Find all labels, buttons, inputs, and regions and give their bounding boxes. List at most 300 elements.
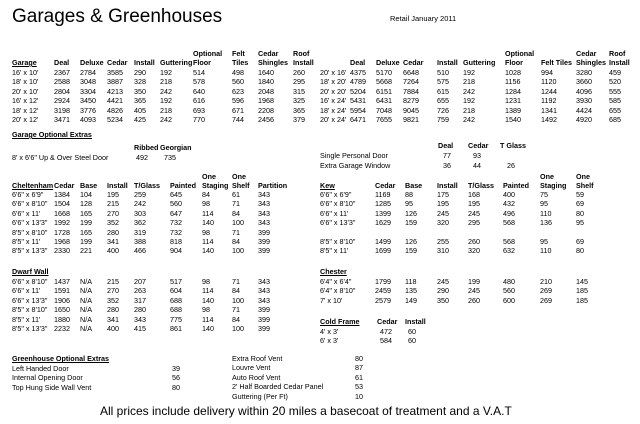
chester-row-cell: 560 <box>503 286 515 296</box>
dwarf-wall-row-cell: 215 <box>107 277 119 286</box>
garage-row-cell: 260 <box>293 68 305 77</box>
greenhouse-extras-value: 10 <box>355 391 363 401</box>
kew-row-cell: 95 <box>576 218 584 228</box>
garage-row-cell: 290 <box>134 68 146 77</box>
chester-row-cell: 6'4" x 8'10" <box>320 286 356 296</box>
garage-extras-header: T Glass <box>500 141 526 150</box>
dwarf-wall-row-cell: 341 <box>107 314 119 324</box>
cheltenham-row-cell: 1968 <box>54 237 70 246</box>
cheltenham-row-cell: 400 <box>107 246 119 256</box>
garage-row-right-cell: 218 <box>463 77 475 87</box>
garage-header: Shingles <box>258 58 288 67</box>
garage-row-right-cell: 555 <box>609 86 621 96</box>
garage-row-right-cell: 6648 <box>403 68 419 77</box>
garage-row-right-cell: 1028 <box>505 68 521 77</box>
garage-row-right-cell: 5204 <box>350 86 366 96</box>
garage-row-right-cell: 759 <box>437 115 449 124</box>
greenhouse-extras-item: Left Handed Door <box>12 364 69 373</box>
garage-header-right: Install <box>437 58 458 67</box>
garage-row-cell: 3471 <box>54 115 70 124</box>
cheltenham-row-cell: 8'5" x 13'3" <box>12 246 48 256</box>
cheltenham-row-cell: 732 <box>170 227 182 237</box>
cold-frame-row: 4' x 3' <box>320 327 339 336</box>
garage-header-right: Felt Tiles <box>541 58 573 67</box>
garage-extras-value: 44 <box>473 160 481 170</box>
dwarf-wall-row-cell: 400 <box>107 324 119 333</box>
chester-row-cell: 145 <box>576 277 588 286</box>
garage-row-right-cell: 1231 <box>505 96 521 106</box>
garage-header: Floor <box>193 58 211 67</box>
chester-row-cell: 185 <box>576 286 588 296</box>
dwarf-wall-row-cell: 6'6" x 8'10" <box>12 277 48 286</box>
garage-extras-item: Extra Garage Window <box>320 160 391 170</box>
cheltenham-row-cell: 114 <box>202 208 214 218</box>
garage-row-cell: 365 <box>293 105 305 115</box>
dwarf-wall-row-cell: 140 <box>202 295 214 305</box>
chester-row-cell: 245 <box>437 277 449 286</box>
garage-row-cell: 770 <box>193 115 205 124</box>
cheltenham-row-cell: 128 <box>80 199 92 209</box>
garage-row-right-cell: 20' x 24' <box>320 115 347 124</box>
garage-row-cell: 192 <box>160 68 172 77</box>
kew-header: One <box>576 172 590 181</box>
garage-row-right-cell: 655 <box>609 105 621 115</box>
garage-row-right-cell: 9045 <box>403 105 419 115</box>
garage-row-cell: 2804 <box>54 86 70 96</box>
kew-row-cell: 6'6" x 8'10" <box>320 199 356 209</box>
cheltenham-row-cell: 1384 <box>54 190 70 199</box>
garage-row-cell: 328 <box>134 77 146 87</box>
garage-row-right-cell: 6431 <box>376 96 392 106</box>
cheltenham-header: Base <box>80 181 98 190</box>
dwarf-wall-row-cell: 688 <box>170 295 182 305</box>
greenhouse-extras-item: 2' Half Boarded Cedar Panel <box>232 382 324 392</box>
dwarf-wall-row-cell: N/A <box>80 286 92 296</box>
dwarf-wall-row-cell: 207 <box>134 277 146 286</box>
garage-row-cell: 640 <box>193 86 205 96</box>
cheltenham-row-cell: 71 <box>232 227 240 237</box>
kew-row-cell: 8'5" x 8'10" <box>320 237 356 246</box>
kew-row-cell: 1629 <box>375 218 391 228</box>
garage-row-right-cell: 585 <box>609 96 621 106</box>
cheltenham-header: Staging <box>202 181 229 190</box>
cheltenham-header: One <box>232 172 246 181</box>
garage-extras-value: 26 <box>507 160 515 170</box>
garage-extras-header: Deal <box>438 141 454 150</box>
garage-row-right-cell: 5431 <box>350 96 366 106</box>
garage-row-right-cell: 8279 <box>403 96 419 106</box>
garage-row-cell: 379 <box>293 115 305 124</box>
garage-extras-value: 492 <box>136 153 148 162</box>
garage-row-cell: 560 <box>232 77 244 87</box>
chester-row-cell: 210 <box>540 277 552 286</box>
garage-header: Deal <box>54 58 70 67</box>
garage-row-cell: 578 <box>193 77 205 87</box>
cheltenham-row-cell: 259 <box>134 190 146 199</box>
garage-row-right-cell: 7884 <box>403 86 419 96</box>
garage-row-cell: 623 <box>232 86 244 96</box>
kew-row-cell: 496 <box>503 208 515 218</box>
cheltenham-row-cell: 165 <box>80 208 92 218</box>
cheltenham-row-cell: 1992 <box>54 218 70 228</box>
garage-row-right-cell: 520 <box>609 77 621 87</box>
garage-row-right-cell: 1389 <box>505 105 521 115</box>
cheltenham-row-cell: 732 <box>170 218 182 228</box>
dwarf-wall-row-cell: 1880 <box>54 314 70 324</box>
garage-row-right-cell: 20' x 16' <box>320 68 347 77</box>
garage-header: Install <box>293 58 314 67</box>
greenhouse-extras-value: 53 <box>355 382 363 392</box>
dwarf-wall-row-cell: 517 <box>170 277 182 286</box>
cheltenham-row-cell: 6'6" x 11' <box>12 208 41 218</box>
garage-row-right-cell: 192 <box>463 68 475 77</box>
kew-row-cell: 632 <box>503 246 515 256</box>
dwarf-wall-row-cell: 2232 <box>54 324 70 333</box>
garage-row-cell: 1840 <box>258 77 274 87</box>
garage-row-right-cell: 218 <box>463 105 475 115</box>
garage-row-cell: 365 <box>134 96 146 106</box>
dwarf-wall-row-cell: N/A <box>80 324 92 333</box>
garage-row-cell: 242 <box>160 115 172 124</box>
garage-header-right: Guttering <box>463 58 496 67</box>
garage-header: Tiles <box>232 58 249 67</box>
kew-row-cell: 1499 <box>375 237 391 246</box>
garage-row-right-cell: 1120 <box>541 77 557 87</box>
cheltenham-header: Install <box>107 181 128 190</box>
garage-header: Install <box>134 58 155 67</box>
chester-row-cell: 269 <box>540 295 552 305</box>
kew-header: One <box>540 172 554 181</box>
dwarf-wall-row-cell: 1906 <box>54 295 70 305</box>
chester-row-cell: 7' x 10' <box>320 295 343 305</box>
kew-row-cell: 88 <box>405 190 413 199</box>
dwarf-wall-row-cell: N/A <box>80 314 92 324</box>
cheltenham-row-cell: 98 <box>202 199 210 209</box>
dwarf-wall-row-cell: 270 <box>107 286 119 296</box>
cheltenham-row-cell: 140 <box>202 218 214 228</box>
garage-row-cell: 4213 <box>107 86 123 96</box>
garage-row-cell: 192 <box>160 96 172 106</box>
dwarf-wall-row-cell: 343 <box>258 277 270 286</box>
cheltenham-header: Shelf <box>232 181 250 190</box>
kew-header: Staging <box>540 181 567 190</box>
garage-header: Garage <box>12 58 37 67</box>
garage-row-right-cell: 5170 <box>376 68 392 77</box>
dwarf-wall-row-cell: 84 <box>232 286 240 296</box>
garage-header-right: Cedar <box>403 58 424 67</box>
cheltenham-row-cell: 215 <box>107 199 119 209</box>
chester-row-cell: 2579 <box>375 295 391 305</box>
kew-header: Shelf <box>576 181 594 190</box>
cold-frame-row: 6' x 3' <box>320 336 339 346</box>
kew-header: Install <box>437 181 458 190</box>
cheltenham-row-cell: 242 <box>134 199 146 209</box>
cheltenham-row-cell: 1504 <box>54 199 70 209</box>
garage-row-right-cell: 459 <box>609 68 621 77</box>
cheltenham-row-cell: 84 <box>232 208 240 218</box>
dwarf-wall-header: Dwarf Wall <box>12 267 49 276</box>
dwarf-wall-row-cell: 1650 <box>54 305 70 315</box>
garage-row-right-cell: 1492 <box>541 115 557 124</box>
garage-row-cell: 2588 <box>54 77 70 87</box>
kew-row-cell: 69 <box>576 237 584 246</box>
dwarf-wall-row-cell: 604 <box>170 286 182 296</box>
cheltenham-row-cell: 71 <box>232 199 240 209</box>
garage-row-right-cell: 4375 <box>350 68 366 77</box>
garage-header-right: Deluxe <box>376 58 400 67</box>
kew-row-cell: 69 <box>576 199 584 209</box>
kew-row-cell: 195 <box>437 199 449 209</box>
garage-row-cell: 2208 <box>258 105 274 115</box>
footer-note: All prices include delivery within 20 miles a basecoat of treatment and a V.A.T <box>100 404 512 418</box>
cheltenham-row-cell: 270 <box>107 208 119 218</box>
garage-row-cell: 4093 <box>80 115 96 124</box>
kew-row-cell: 255 <box>437 237 449 246</box>
garage-row-cell: 18' x 10' <box>12 77 39 87</box>
dwarf-wall-row-cell: 71 <box>232 305 240 315</box>
garage-row-cell: 4421 <box>107 96 123 106</box>
garage-row-cell: 671 <box>232 105 244 115</box>
garage-row-right-cell: 5954 <box>350 105 366 115</box>
kew-row-cell: 8'5" x 11' <box>320 246 349 256</box>
garage-row-cell: 2924 <box>54 96 70 106</box>
cheltenham-row-cell: 8'5" x 8'10" <box>12 227 48 237</box>
kew-row-cell: 1699 <box>375 246 391 256</box>
dwarf-wall-row-cell: 6'6" x 11' <box>12 286 41 296</box>
garage-row-cell: 3887 <box>107 77 123 87</box>
kew-row-cell: 310 <box>437 246 449 256</box>
greenhouse-extras-value: 87 <box>355 363 363 373</box>
cheltenham-row-cell: 165 <box>80 227 92 237</box>
greenhouse-extras-item: Extra Roof Vent <box>232 354 283 363</box>
garage-row-cell: 514 <box>193 68 205 77</box>
cold-frame-row: 472 <box>380 327 392 336</box>
garage-extras-item: Single Personal Door <box>320 151 388 160</box>
garage-row-right-cell: 1156 <box>505 77 521 87</box>
greenhouse-extras-item: Auto Roof Vent <box>232 372 281 382</box>
garage-row-right-cell: 3930 <box>576 96 592 106</box>
chester-row-cell: 260 <box>468 295 480 305</box>
cheltenham-header: Partition <box>258 181 288 190</box>
garage-row-right-cell: 994 <box>541 68 553 77</box>
dwarf-wall-row-cell: 1591 <box>54 286 70 296</box>
garage-row-cell: 350 <box>134 86 146 96</box>
dwarf-wall-row-cell: 352 <box>107 295 119 305</box>
cheltenham-row-cell: 221 <box>80 246 92 256</box>
kew-header: Painted <box>503 181 529 190</box>
garage-row-right-cell: 575 <box>437 77 449 87</box>
garage-row-cell: 218 <box>160 105 172 115</box>
garage-row-cell: 315 <box>293 86 305 96</box>
cold-frame-row: 584 <box>380 336 392 346</box>
garage-row-cell: 3585 <box>107 68 123 77</box>
dwarf-wall-row-cell: 343 <box>134 314 146 324</box>
cheltenham-row-cell: 280 <box>107 227 119 237</box>
cheltenham-header: T/Glass <box>134 181 160 190</box>
garage-row-cell: 16' x 12' <box>12 96 39 106</box>
kew-header: Kew <box>320 181 335 190</box>
garage-row-right-cell: 1244 <box>541 86 557 96</box>
chester-header: Chester <box>320 267 347 276</box>
cheltenham-header: Cedar <box>54 181 75 190</box>
chester-row-cell: 2459 <box>375 286 391 296</box>
greenhouse-extras-title: Greenhouse Optional Extras <box>12 354 110 363</box>
dwarf-wall-row-cell: 98 <box>202 305 210 315</box>
chester-row-cell: 1799 <box>375 277 391 286</box>
kew-row-cell: 159 <box>405 218 417 228</box>
garage-row-cell: 693 <box>193 105 205 115</box>
garage-row-right-cell: 7048 <box>376 105 392 115</box>
garage-row-right-cell: 1284 <box>505 86 521 96</box>
kew-row-cell: 245 <box>468 208 480 218</box>
garage-row-cell: 616 <box>193 96 205 106</box>
dwarf-wall-row-cell: 343 <box>258 295 270 305</box>
garage-row-cell: 4826 <box>107 105 123 115</box>
kew-row-cell: 568 <box>503 218 515 228</box>
garage-row-cell: 5234 <box>107 115 123 124</box>
garage-row-right-cell: 20' x 20' <box>320 86 347 96</box>
greenhouse-extras-value: 80 <box>355 354 363 363</box>
cheltenham-row-cell: 195 <box>107 190 119 199</box>
garage-header-right: Optional <box>505 49 535 58</box>
garage-row-right-cell: 5668 <box>376 77 392 87</box>
chester-row-cell: 185 <box>576 295 588 305</box>
garage-row-cell: 405 <box>134 105 146 115</box>
cheltenham-header: Painted <box>170 181 196 190</box>
garage-row-cell: 3450 <box>80 96 96 106</box>
cheltenham-row-cell: 1728 <box>54 227 70 237</box>
kew-row-cell: 168 <box>468 190 480 199</box>
chester-row-cell: 269 <box>540 286 552 296</box>
garage-header-right: Deal <box>350 58 366 67</box>
garage-extras-header: Georgian <box>160 143 192 152</box>
garage-header-right: Cedar <box>576 49 597 58</box>
garage-row-cell: 3198 <box>54 105 70 115</box>
garage-header-right: Floor <box>505 58 523 67</box>
garage-header: Felt <box>232 49 245 58</box>
cheltenham-row-cell: 98 <box>202 227 210 237</box>
cheltenham-row-cell: 140 <box>202 246 214 256</box>
garage-row-right-cell: 242 <box>463 115 475 124</box>
chester-row-cell: 118 <box>405 277 417 286</box>
kew-row-cell: 95 <box>540 237 548 246</box>
dwarf-wall-row-cell: 8'5" x 11' <box>12 314 41 324</box>
garage-row-cell: 2456 <box>258 115 274 124</box>
dwarf-wall-row-cell: 71 <box>232 277 240 286</box>
dwarf-wall-row-cell: 399 <box>258 305 270 315</box>
cheltenham-row-cell: 341 <box>107 237 119 246</box>
cheltenham-row-cell: 904 <box>170 246 182 256</box>
dwarf-wall-row-cell: 8'5" x 8'10" <box>12 305 48 315</box>
kew-row-cell: 136 <box>540 218 552 228</box>
cold-frame-row: 60 <box>408 336 416 346</box>
garage-row-cell: 3776 <box>80 105 96 115</box>
cheltenham-row-cell: 399 <box>258 227 270 237</box>
garage-row-cell: 18' x 12' <box>12 105 39 115</box>
kew-row-cell: 195 <box>468 199 480 209</box>
kew-row-cell: 6'6" x 13'3" <box>320 218 356 228</box>
garage-row-right-cell: 615 <box>437 86 449 96</box>
dwarf-wall-row-cell: N/A <box>80 295 92 305</box>
cheltenham-row-cell: 388 <box>134 237 146 246</box>
dwarf-wall-row-cell: 100 <box>232 324 244 333</box>
garage-row-right-cell: 6471 <box>350 115 366 124</box>
garage-header: Roof <box>293 49 310 58</box>
cheltenham-row-cell: 84 <box>232 237 240 246</box>
cheltenham-row-cell: 399 <box>258 237 270 246</box>
chester-row-cell: 6'4" x 6'4" <box>320 277 352 286</box>
kew-row-cell: 295 <box>468 218 480 228</box>
dwarf-wall-row-cell: 415 <box>134 324 146 333</box>
garage-extras-value: 77 <box>443 151 451 160</box>
garage-extras-value: 36 <box>443 160 451 170</box>
cheltenham-row-cell: 114 <box>202 237 214 246</box>
kew-row-cell: 400 <box>503 190 515 199</box>
kew-row-cell: 568 <box>503 237 515 246</box>
cheltenham-row-cell: 362 <box>134 218 146 228</box>
garage-row-cell: 16' x 10' <box>12 68 39 77</box>
kew-row-cell: 245 <box>437 208 449 218</box>
chester-row-cell: 135 <box>405 286 417 296</box>
dwarf-wall-row-cell: 317 <box>134 295 146 305</box>
garage-row-right-cell: 242 <box>463 86 475 96</box>
cheltenham-row-cell: 2330 <box>54 246 70 256</box>
cheltenham-row-cell: 8'5" x 11' <box>12 237 41 246</box>
garage-row-right-cell: 1341 <box>541 105 557 115</box>
kew-row-cell: 175 <box>437 190 449 199</box>
garage-row-right-cell: 6151 <box>376 86 392 96</box>
dwarf-wall-row-cell: 100 <box>232 295 244 305</box>
kew-row-cell: 1399 <box>375 208 391 218</box>
kew-header: Base <box>405 181 423 190</box>
dwarf-wall-row-cell: 399 <box>258 324 270 333</box>
cheltenham-row-cell: 343 <box>258 190 270 199</box>
garage-header: Cedar <box>258 49 279 58</box>
kew-row-cell: 110 <box>540 246 552 256</box>
garage-row-right-cell: 4920 <box>576 115 592 124</box>
cheltenham-row-cell: 645 <box>170 190 182 199</box>
kew-row-cell: 80 <box>576 208 584 218</box>
garage-row-cell: 1640 <box>258 68 274 77</box>
cheltenham-row-cell: 199 <box>80 237 92 246</box>
greenhouse-extras-item: Internal Opening Door <box>12 373 83 383</box>
garage-row-right-cell: 9821 <box>403 115 419 124</box>
garage-row-cell: 425 <box>134 115 146 124</box>
kew-row-cell: 95 <box>405 199 413 209</box>
garage-row-right-cell: 726 <box>437 105 449 115</box>
dwarf-wall-row-cell: 775 <box>170 314 182 324</box>
chester-row-cell: 149 <box>405 295 417 305</box>
cheltenham-row-cell: 303 <box>134 208 146 218</box>
garage-row-cell: 3304 <box>80 86 96 96</box>
cheltenham-row-cell: 6'6" x 6'9" <box>12 190 44 199</box>
garage-row-right-cell: 685 <box>609 115 621 124</box>
cheltenham-row-cell: 399 <box>258 246 270 256</box>
garage-row-right-cell: 655 <box>437 96 449 106</box>
cold-frame-row: 60 <box>408 327 416 336</box>
kew-row-cell: 320 <box>468 246 480 256</box>
cheltenham-row-cell: 6'6" x 8'10" <box>12 199 48 209</box>
garage-row-cell: 2784 <box>80 68 96 77</box>
dwarf-wall-row-cell: 263 <box>134 286 146 296</box>
cheltenham-row-cell: 343 <box>258 199 270 209</box>
greenhouse-extras-value: 56 <box>172 373 180 383</box>
kew-row-cell: 80 <box>576 246 584 256</box>
garage-row-right-cell: 7264 <box>403 77 419 87</box>
garage-header: Optional <box>193 49 223 58</box>
dwarf-wall-row-cell: 861 <box>170 324 182 333</box>
cheltenham-row-cell: 199 <box>80 218 92 228</box>
